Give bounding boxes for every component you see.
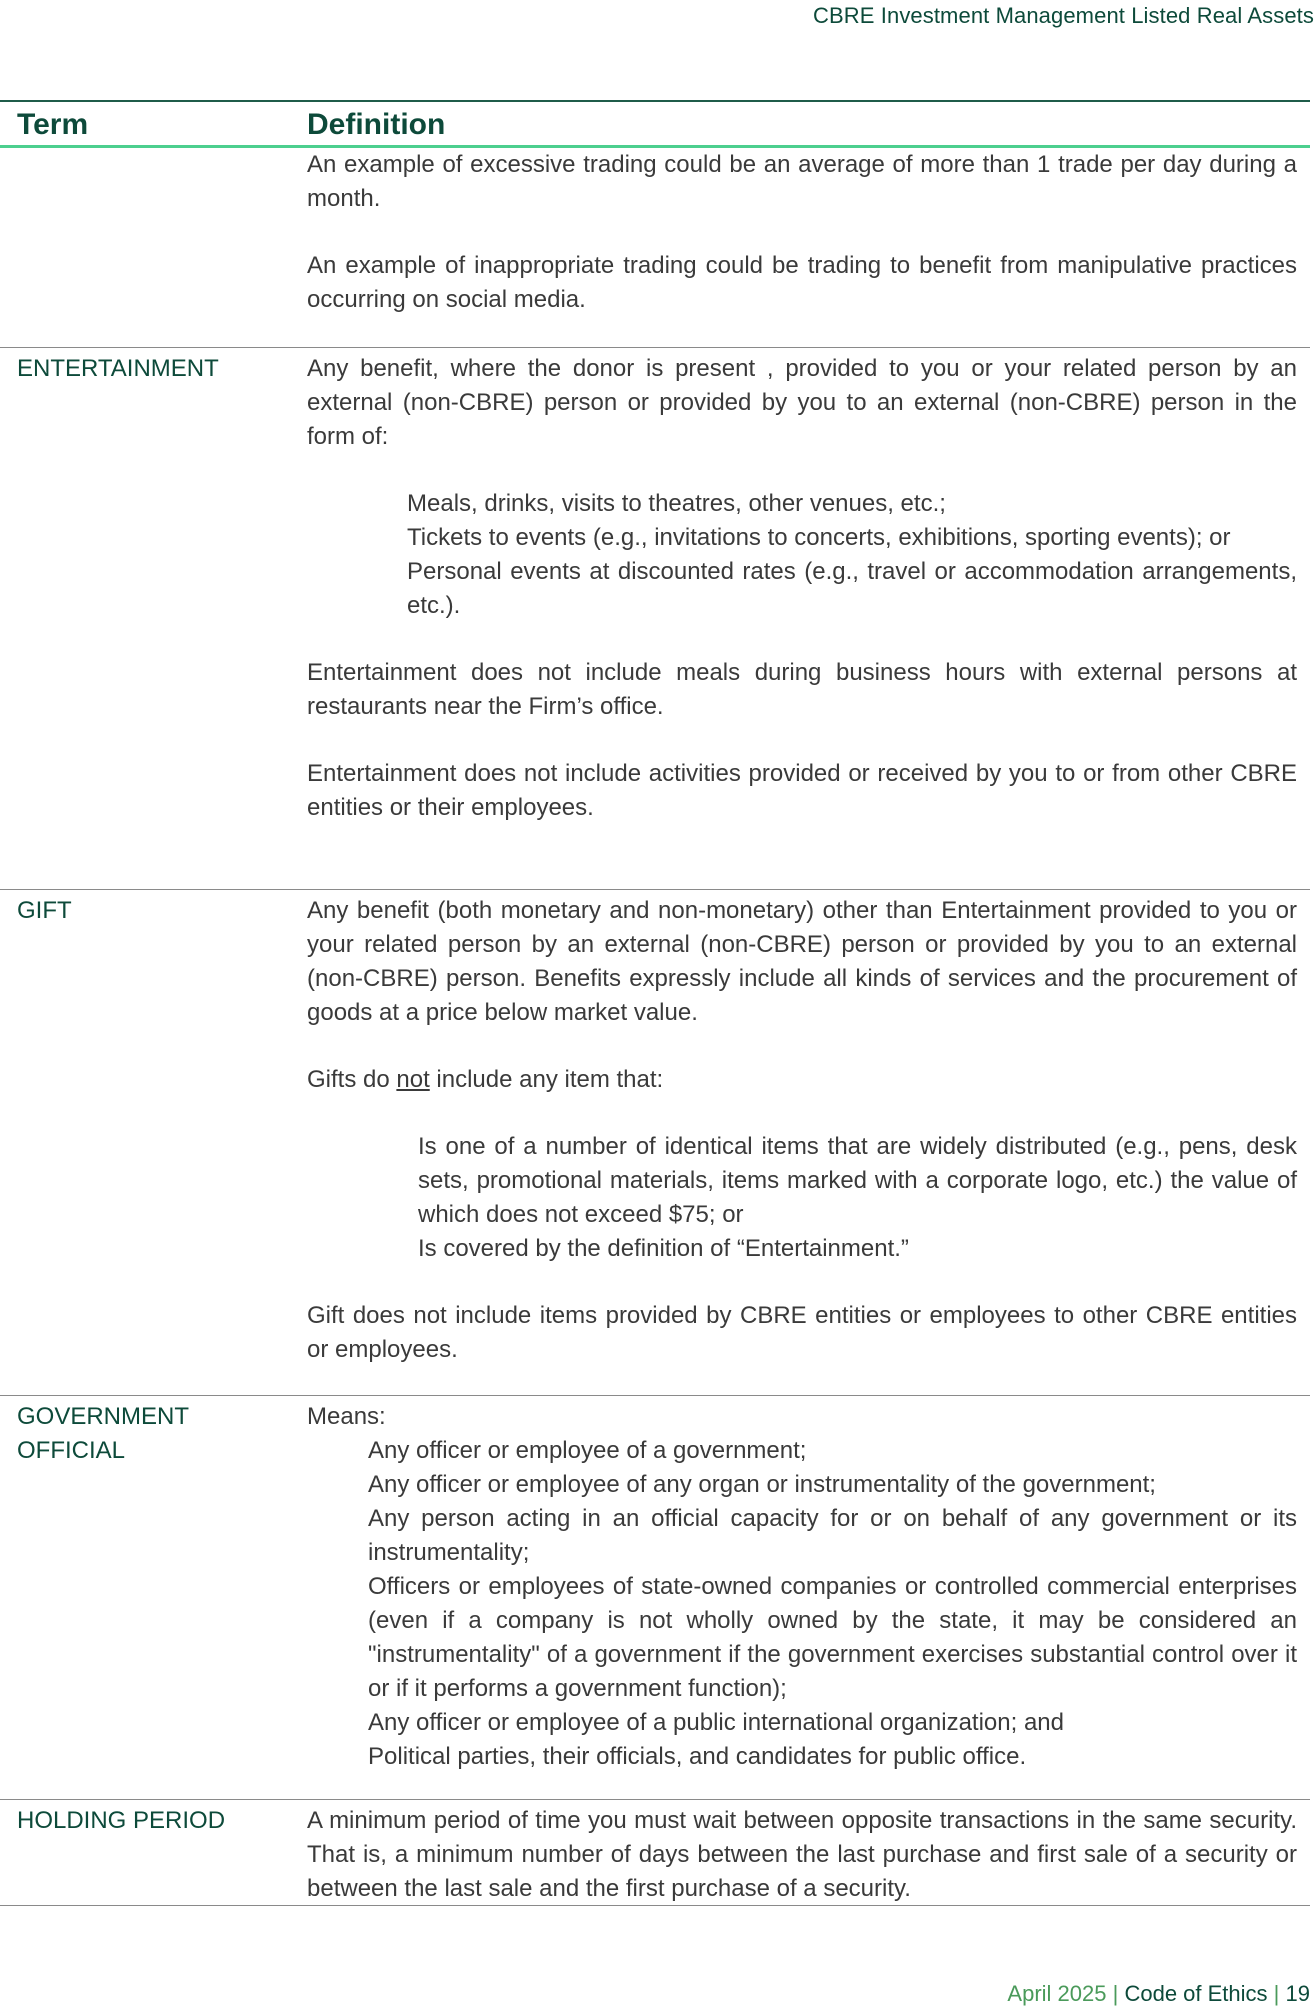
- table-row-entertainment: [0, 348, 1310, 890]
- list-item: Any officer or employee of a public international organization; and: [368, 1709, 1064, 1736]
- definition-paragraph: Entertainment does not include activities provided or received by you to or from other CBRE entities or their employees.: [307, 760, 1297, 821]
- entertainment-list: [307, 487, 1297, 623]
- list-item: Tickets to events (e.g., invitations to concerts, exhibitions, sporting events); or: [407, 524, 1231, 551]
- list-item: Any officer or employee of any organ or instrumentality of the government;: [368, 1471, 1156, 1498]
- definition-paragraph: Entertainment does not include meals during business hours with external persons at restaurants near the Firm’s office.: [307, 659, 1297, 720]
- table-row-gift: [0, 890, 1310, 1396]
- list-item: Officers or employees of state-owned companies or controlled commercial enterprises (even if a company is not wholly owned by the state, it may be considered an "instrumentality" of a government if the government exercises substantial control over it or if it performs a government function);: [368, 1573, 1297, 1702]
- footer-separator: |: [1112, 1981, 1119, 2006]
- definition-column-header: Definition: [307, 108, 446, 141]
- list-item: Meals, drinks, visits to theatres, other venues, etc.;: [407, 490, 946, 517]
- list-item: Is covered by the definition of “Entertainment.”: [418, 1235, 909, 1262]
- definition-paragraph: Gifts do not include any item that:: [307, 1066, 664, 1093]
- definition-paragraph: An example of excessive trading could be an average of more than 1 trade per day during a month.: [307, 151, 1297, 212]
- government-official-list: [307, 1434, 1297, 1774]
- list-item: Political parties, their officials, and candidates for public office.: [368, 1743, 1027, 1770]
- list-item: Any person acting in an official capacity for or on behalf of any government or its instrumentality;: [368, 1505, 1297, 1566]
- table-row-continuation: [0, 148, 1310, 348]
- footer-document-title: Code of Ethics: [1124, 1981, 1268, 2006]
- term-entertainment: ENTERTAINMENT: [17, 355, 219, 382]
- page-footer: [1007, 1981, 1310, 2007]
- term-holding-period: HOLDING PERIOD: [17, 1807, 226, 1834]
- table-row-government-official: [0, 1396, 1310, 1800]
- page-header: CBRE Investment Management Listed Real Assets: [813, 3, 1314, 28]
- definition-paragraph: An example of inappropriate trading could be trading to benefit from manipulative practices occurring on social media.: [307, 252, 1297, 313]
- definition-paragraph: A minimum period of time you must wait between opposite transactions in the same security. That is, a minimum number of days between the last purchase and first sale of a security or between the last sale and the first purchase of a security.: [307, 1807, 1297, 1902]
- list-item: Is one of a number of identical items that are widely distributed (e.g., pens, desk sets, promotional materials, items marked with a corporate logo, etc.) the value of which does not exceed $75; or: [418, 1133, 1297, 1228]
- definition-paragraph: Any benefit (both monetary and non-monetary) other than Entertainment provided to you or your related person by an external (non-CBRE) person or provided by you to an external (non-CBRE) person. Benefits expressly include all kinds of services and the procurement of goods at a price below market value.: [307, 897, 1297, 1026]
- table-row-holding-period: [0, 1800, 1310, 1906]
- definitions-table: [0, 100, 1310, 1906]
- list-item: Any officer or employee of a government;: [368, 1437, 807, 1464]
- definition-intro: Means:: [307, 1403, 386, 1430]
- term-column-header: Term: [17, 108, 89, 141]
- table-header: [0, 100, 1310, 148]
- footer-date: April 2025: [1007, 1981, 1107, 2006]
- term-gift: GIFT: [17, 897, 72, 924]
- list-item: Personal events at discounted rates (e.g., travel or accommodation arrangements, etc.).: [407, 558, 1297, 619]
- term-government-official: GOVERNMENT OFFICIAL: [17, 1403, 190, 1464]
- footer-separator: |: [1273, 1981, 1280, 2006]
- definition-paragraph: Any benefit, where the donor is present , provided to you or your related person by an external (non-CBRE) person or provided by you to an external (non-CBRE) person in the form of:: [307, 355, 1297, 450]
- definition-paragraph: Gift does not include items provided by CBRE entities or employees to other CBRE entities or employees.: [307, 1302, 1297, 1363]
- page-number: 19: [1285, 1981, 1310, 2006]
- gift-exclusion-list: [307, 1130, 1297, 1266]
